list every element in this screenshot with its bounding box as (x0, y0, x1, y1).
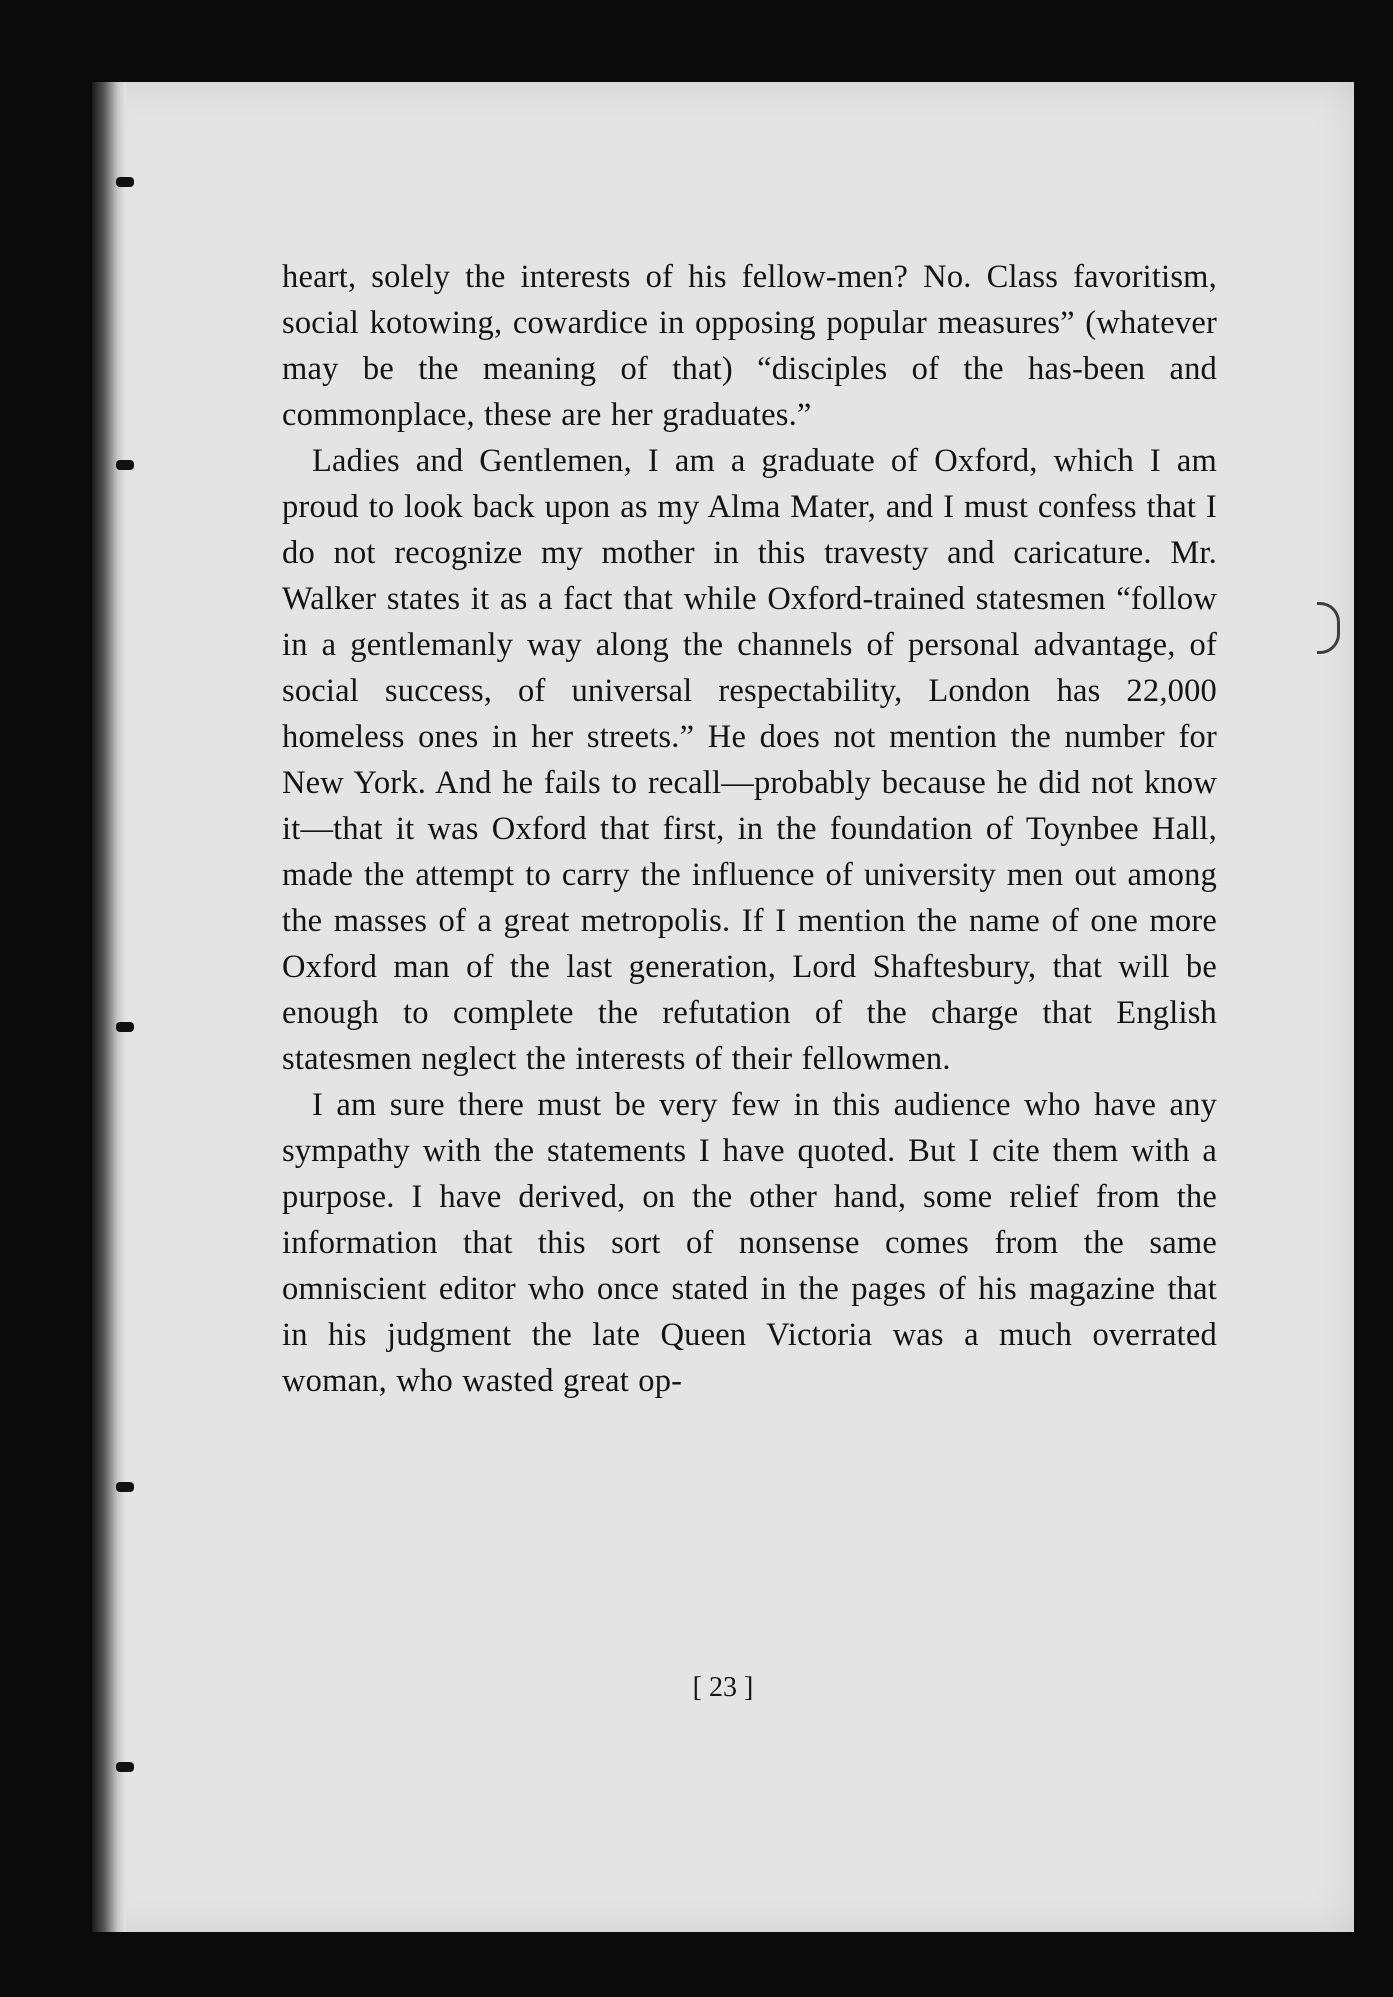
body-text (282, 254, 1217, 1404)
paragraph-continued: heart, solely the interests of his fellow-men? No. Class favoritism, social kotowing, cowardice in opposing popular measures” (whatever may be the meaning of that) “disciples of the has-been and commonplace, these are her graduates.” (282, 259, 1217, 433)
binding-mark (116, 1762, 134, 1772)
page-binding-edge (92, 82, 126, 1932)
binding-mark (116, 177, 134, 187)
scan-artifact-mark (1317, 602, 1340, 654)
binding-mark (116, 1022, 134, 1032)
book-page (92, 82, 1354, 1932)
paragraph: I am sure there must be very few in this audience who have any sympathy with the statements I have quoted. But I cite them with a purpose. I have derived, on the other hand, some relief from the information that this sort of nonsense comes from the same omniscient editor who once stated in the pages of his magazine that in his judgment the late Queen Victoria was a much overrated woman, who wasted great op- (282, 1087, 1217, 1399)
page-number: [ 23 ] (692, 1672, 754, 1703)
paragraph: Ladies and Gentlemen, I am a graduate of Oxford, which I am proud to look back upon as my Alma Mater, and I must confess that I do not recognize my mother in this travesty and caricature. Mr. Walker states it as a fact that while Oxford-trained statesmen “follow in a gentlemanly way along the channels of personal advantage, of social success, of universal respectability, London has 22,000 homeless ones in her streets.” He does not mention the number for New York. And he fails to recall—probably because he did not know it—that it was Oxford that first, in the foundation of Toynbee Hall, made the attempt to carry the influence of university men out among the masses of a great metropolis. If I mention the name of one more Oxford man of the last generation, Lord Shaftesbury, that will be enough to complete the refutation of the charge that English statesmen neglect the interests of their fellowmen. (282, 443, 1217, 1077)
binding-mark (116, 460, 134, 470)
binding-mark (116, 1482, 134, 1492)
